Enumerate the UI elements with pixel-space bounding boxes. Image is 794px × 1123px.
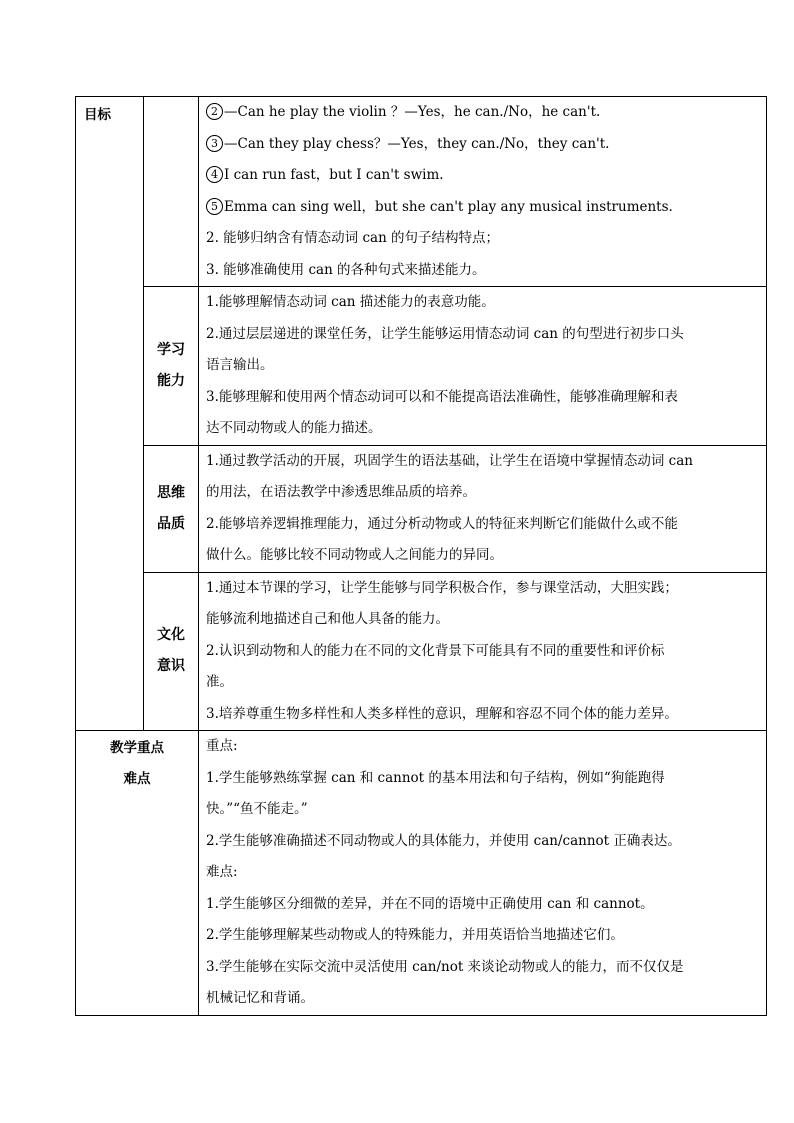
culture-label-2: 意识 bbox=[157, 658, 185, 675]
goal-line-text: I can run fast，but I can't swim. bbox=[224, 167, 444, 183]
culture-line: 准。 bbox=[206, 674, 233, 690]
goal-line bbox=[206, 192, 762, 224]
thinking-label-2: 品质 bbox=[157, 515, 185, 532]
goal-top-lines bbox=[199, 97, 766, 286]
culture-line: 能够流利地描述自己和他人具备的能力。 bbox=[206, 611, 449, 627]
goal-top-content bbox=[199, 97, 767, 287]
learning-lines bbox=[199, 287, 766, 445]
goal-line-text: Emma can sing well，but she can't play any musical instruments. bbox=[224, 198, 673, 215]
goal-line-text: —Can he play the violin ？—Yes，he can./No，he can't. bbox=[224, 104, 601, 120]
learning-label-1: 学习 bbox=[157, 341, 185, 358]
circled-number: 3 bbox=[206, 135, 223, 152]
culture-lines bbox=[199, 573, 766, 731]
learning-line: 1.能够理解情态动词 can 描述能力的表意功能。 bbox=[206, 294, 495, 310]
culture-line: 3.培养尊重生物多样性和人类多样性的意识，理解和容忍不同个体的能力差异。 bbox=[206, 705, 678, 722]
thinking-label-1: 思维 bbox=[157, 484, 185, 501]
learning-label-cell bbox=[144, 287, 199, 446]
thinking-content bbox=[199, 445, 767, 572]
learning-line: 3.能够理解和使用两个情态动词可以和不能提高语法准确性，能够准确理解和表 bbox=[206, 388, 678, 405]
goal-label-cell bbox=[76, 97, 144, 731]
culture-line: 1.通过本节课的学习，让学生能够与同学积极合作，参与课堂活动，大胆实践； bbox=[206, 579, 678, 596]
goal-line bbox=[206, 255, 762, 287]
culture-row bbox=[76, 572, 767, 731]
key-line: 快。”“鱼不能走。” bbox=[206, 801, 308, 817]
learning-label-2: 能力 bbox=[157, 372, 185, 389]
key-label-1: 教学重点 bbox=[110, 740, 164, 756]
key-line: 2.学生能够准确描述不同动物或人的具体能力，并使用 can/cannot 正确表达。 bbox=[206, 832, 681, 849]
goal-line bbox=[206, 129, 762, 161]
culture-label-1: 文化 bbox=[157, 627, 185, 644]
empty-sub-cell bbox=[144, 97, 199, 287]
goal-row-top bbox=[76, 97, 767, 287]
goal-line-text: —Can they play chess？—Yes，they can./No，they can't. bbox=[224, 135, 610, 152]
goal-line bbox=[206, 223, 762, 255]
key-lines bbox=[199, 731, 766, 1015]
goal-line bbox=[206, 97, 762, 129]
thinking-label-cell bbox=[144, 445, 199, 572]
circled-number: 5 bbox=[206, 198, 223, 215]
thinking-line: 做什么。能够比较不同动物或人之间能力的异同。 bbox=[206, 547, 503, 563]
goal-line bbox=[206, 160, 762, 192]
goal-line-text: 2. 能够归纳含有情态动词 can 的句子结构特点； bbox=[206, 230, 500, 246]
learning-line: 达不同动物或人的能力描述。 bbox=[206, 420, 382, 436]
key-label-cell bbox=[76, 731, 199, 1016]
key-label-2: 难点 bbox=[123, 771, 151, 787]
key-line: 难点: bbox=[206, 864, 238, 880]
circled-number: 2 bbox=[206, 103, 223, 120]
culture-label-cell bbox=[144, 572, 199, 731]
lesson-plan-table bbox=[75, 96, 767, 1016]
key-content bbox=[199, 731, 767, 1016]
learning-line: 2.通过层层递进的课堂任务，让学生能够运用情态动词 can 的句型进行初步口头 bbox=[206, 325, 684, 342]
key-line: 3.学生能够在实际交流中灵活使用 can/not 来谈论动物或人的能力，而不仅仅是 bbox=[206, 958, 684, 975]
learning-row bbox=[76, 287, 767, 446]
thinking-lines bbox=[199, 446, 766, 572]
culture-line: 2.认识到动物和人的能力在不同的文化背景下可能具有不同的重要性和评价标 bbox=[206, 642, 665, 659]
key-row bbox=[76, 731, 767, 1016]
culture-content bbox=[199, 572, 767, 731]
key-line: 2.学生能够理解某些动物或人的特殊能力，并用英语恰当地描述它们。 bbox=[206, 927, 624, 943]
thinking-line: 2.能够培养逻辑推理能力，通过分析动物或人的特征来判断它们能做什么或不能 bbox=[206, 515, 678, 532]
thinking-line: 的用法，在语法教学中渗透思维品质的培养。 bbox=[206, 484, 476, 500]
key-line: 1.学生能够熟练掌握 can 和 cannot 的基本用法和句子结构，例如“狗能跑得 bbox=[206, 769, 665, 786]
goal-label: 目标 bbox=[84, 107, 111, 123]
learning-content bbox=[199, 287, 767, 446]
circled-number: 4 bbox=[206, 166, 223, 183]
key-line: 1.学生能够区分细微的差异，并在不同的语境中正确使用 can 和 cannot。 bbox=[206, 895, 654, 912]
key-line: 重点: bbox=[206, 738, 238, 754]
key-line: 机械记忆和背诵。 bbox=[206, 990, 314, 1006]
learning-line: 语言输出。 bbox=[206, 357, 274, 373]
thinking-row bbox=[76, 445, 767, 572]
thinking-line: 1.通过教学活动的开展，巩固学生的语法基础，让学生在语境中掌握情态动词 can bbox=[206, 452, 693, 469]
goal-line-text: 3. 能够准确使用 can 的各种句式来描述能力。 bbox=[206, 261, 486, 278]
